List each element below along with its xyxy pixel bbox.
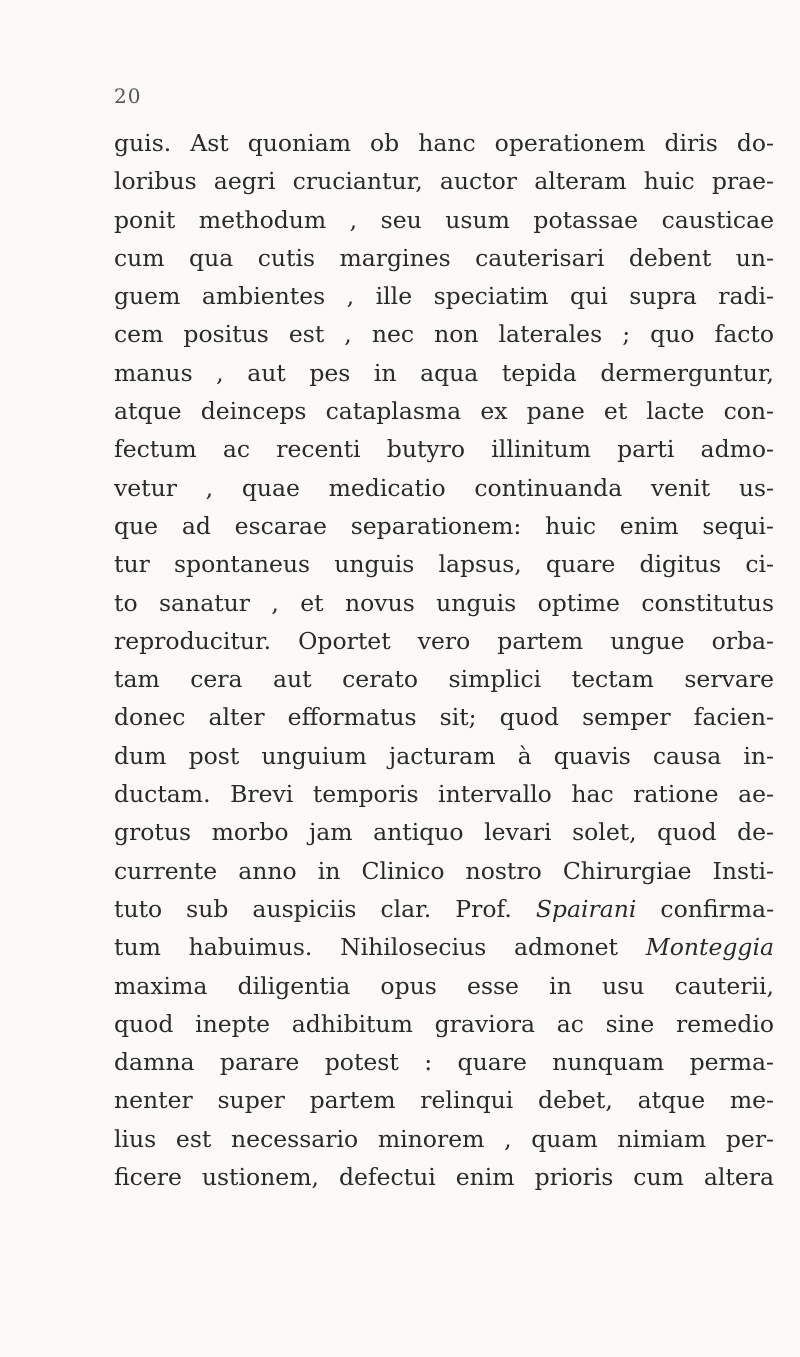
text-line: quod inepte adhibitum graviora ac sine remedio [114, 1009, 774, 1038]
text-line: ductam. Brevi temporis intervallo hac ratione ae- [114, 780, 774, 809]
text-line: cem positus est , nec non laterales ; quo facto [114, 320, 774, 349]
author-name-italic: Spairani [535, 894, 637, 923]
text-line: nenter super partem relinqui debet, atque me- [114, 1086, 774, 1115]
text-line: to sanatur , et novus unguis optime constitutus [114, 588, 774, 617]
text-line: manus , aut pes in aqua tepida dermerguntur, [114, 358, 774, 387]
text-line: grotus morbo jam antiquo levari solet, quod de- [114, 818, 774, 847]
text-line-with-name [114, 890, 774, 928]
text-line: lius est necessario minorem , quam nimiam per- [114, 1124, 774, 1153]
text-line: donec alter efformatus sit; quod semper facien- [114, 703, 774, 732]
text-line: que ad escarae separationem: huic enim sequi- [114, 511, 774, 540]
text-line: dum post unguium jacturam à quavis causa in- [114, 741, 774, 770]
text-line: ponit methodum , seu usum potassae causticae [114, 205, 774, 234]
body-text [114, 124, 774, 1196]
text-segment: tuto sub auspiciis clar. Prof. [114, 894, 536, 923]
text-line: loribus aegri cruciantur, auctor alteram huic prae- [114, 167, 774, 196]
text-line: cum qua cutis margines cauterisari debent un- [114, 243, 774, 272]
text-line: ficere ustionem, defectui enim prioris cum altera [114, 1163, 774, 1192]
text-line: maxima diligentia opus esse in usu cauterii, [114, 971, 774, 1000]
text-line: fectum ac recenti butyro illinitum parti admo- [114, 435, 774, 464]
text-line: tur spontaneus unguis lapsus, quare digitus ci- [114, 550, 774, 579]
text-line: currente anno in Clinico nostro Chirurgiae Insti- [114, 856, 774, 885]
page-number: 20 [114, 84, 142, 108]
text-segment: confirma- [636, 894, 775, 923]
text-line: tam cera aut cerato simplici tectam servare [114, 665, 774, 694]
text-line: reproducitur. Oportet vero partem ungue orba- [114, 626, 774, 655]
text-line: vetur , quae medicatio continuanda venit us- [114, 473, 774, 502]
text-line: atque deinceps cataplasma ex pane et lacte con- [114, 397, 774, 426]
author-name-italic: Monteggia [645, 933, 774, 962]
text-line: guem ambientes , ille speciatim qui supra radi- [114, 282, 774, 311]
text-line: damna parare potest : quare nunquam perma- [114, 1048, 774, 1077]
text-line-with-name [114, 928, 774, 966]
text-line: guis. Ast quoniam ob hanc operationem diris do- [114, 129, 774, 157]
text-segment: tum habuimus. Nihilosecius admonet [114, 933, 646, 962]
